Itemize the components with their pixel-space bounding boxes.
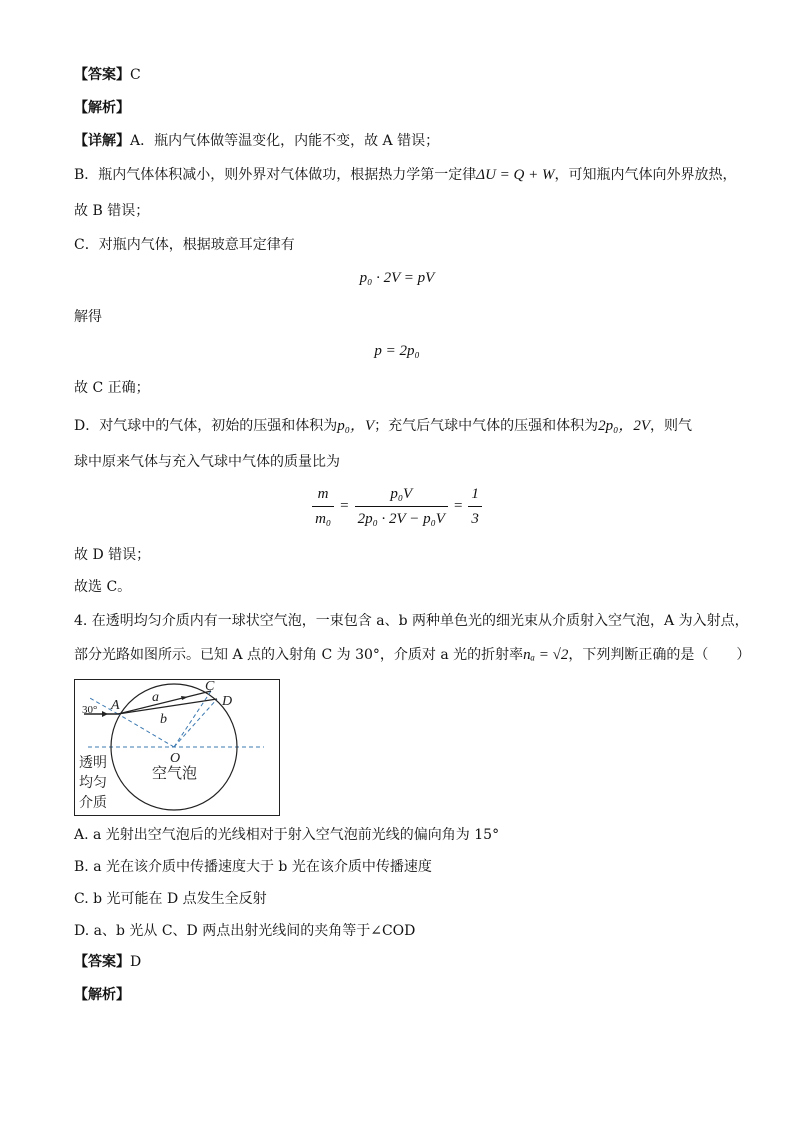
solve-label: 解得 [74, 309, 102, 325]
line-D [74, 416, 692, 436]
line-A-text: A．瓶内气体做等温变化，内能不变，故 A 错误； [130, 133, 440, 149]
fraction-pressure [355, 484, 448, 529]
detail-tag: 【详解】 [74, 133, 130, 149]
q4-answer-line [74, 952, 141, 972]
answer-tag: 【答案】 [74, 67, 130, 83]
detail-line-A [74, 131, 439, 151]
line-D-text-1: D．对气球中的气体，初始的压强和体积为 [74, 418, 338, 434]
q4-analysis-tag: 【解析】 [74, 987, 130, 1003]
line-C: C．对瓶内气体，根据玻意耳定律有 [74, 237, 295, 253]
answer-value: C [130, 67, 141, 83]
point-D-label: D [222, 694, 233, 709]
ray-b-label: b [160, 712, 167, 727]
q4-option-C: C. b 光可能在 D 点发生全反射 [74, 891, 267, 907]
line-C-end: 故 C 正确； [74, 380, 150, 396]
line-D-cont: 球中原来气体与充入气球中气体的质量比为 [74, 454, 340, 470]
medium-label-1: 透明 [79, 755, 107, 771]
normal-OD [174, 699, 217, 747]
frac3-den: 3 [471, 511, 479, 527]
answer-line-1 [74, 65, 141, 85]
q4-option-D: D. a、b 光从 C、D 两点出射光线间的夹角等于∠COD [74, 923, 416, 939]
q4-answer-tag: 【答案】 [74, 954, 130, 970]
line-D-value-2: 2p₀，2V [598, 418, 651, 434]
frac1-den: m₀ [315, 511, 332, 527]
line-D-value-1: p₀，V [337, 418, 375, 434]
first-law-formula: ΔU = Q + W [476, 167, 555, 183]
line-B-text-2: ，可知瓶内气体向外界放热， [554, 167, 737, 183]
frac2-den: 2p₀ · 2V − p₀V [357, 511, 445, 527]
q4-answer-value: D [130, 954, 142, 970]
medium-label-2: 均匀 [79, 775, 107, 791]
fraction-m-over-m0 [312, 484, 334, 529]
point-A-label: A [111, 698, 120, 713]
refractive-index-formula: nₐ = √2 [523, 647, 569, 663]
q4-stem-line-1: 4. 在透明均匀介质内有一球状空气泡，一束包含 a、b 两种单色光的细光束从介质射入空气泡，A 为入射点， [74, 613, 749, 629]
angle-30-label: 30° [82, 704, 98, 716]
bubble-label: 空气泡 [152, 764, 198, 782]
frac3-num: 1 [468, 484, 482, 507]
optics-figure [74, 679, 280, 816]
frac1-num: m [312, 484, 334, 507]
q4-option-A: A. a 光射出空气泡后的光线相对于射入空气泡前光线的偏向角为 15° [74, 827, 500, 843]
line-D-end: 故 D 错误； [74, 547, 151, 563]
q4-stem-text-2: ，下列判断正确的是（ ） [568, 647, 751, 663]
center-O-label: O [170, 751, 181, 766]
q4-stem-line-2 [74, 645, 750, 665]
equation-boyle: p₀ · 2V = pV [359, 270, 435, 286]
incident-arrow [102, 711, 108, 717]
point-C-label: C [205, 679, 215, 694]
analysis-tag: 【解析】 [74, 100, 130, 116]
line-B [74, 165, 737, 185]
line-B-text-1: B．瓶内气体体积减小，则外界对气体做功，根据热力学第一定律 [74, 167, 477, 183]
frac2-num: p₀V [355, 484, 448, 507]
line-D-text-2: ；充气后气球中气体的压强和体积为 [374, 418, 599, 434]
equation-p: p = 2p₀ [374, 343, 420, 359]
fraction-result [468, 484, 482, 529]
q4-option-B: B. a 光在该介质中传播速度大于 b 光在该介质中传播速度 [74, 859, 432, 875]
ray-a-label: a [152, 690, 159, 705]
normal-OC [174, 691, 211, 747]
q4-stem-text-1: 部分光路如图所示。已知 A 点的入射角 C 为 30°，介质对 a 光的折射率 [74, 647, 524, 663]
choose-line: 故选 C。 [74, 579, 132, 595]
medium-label-3: 介质 [79, 795, 107, 811]
line-D-text-3: ，则气 [650, 418, 693, 434]
line-B-cont: 故 B 错误； [74, 203, 150, 219]
equation-mass-ratio: $\frac{m}{\text{m₀}}$ = $\frac{\text{p₀V}}{\text{2p₀ · 2V − p₀V}}$ = $\frac{1}{3}$ [0, 484, 794, 529]
